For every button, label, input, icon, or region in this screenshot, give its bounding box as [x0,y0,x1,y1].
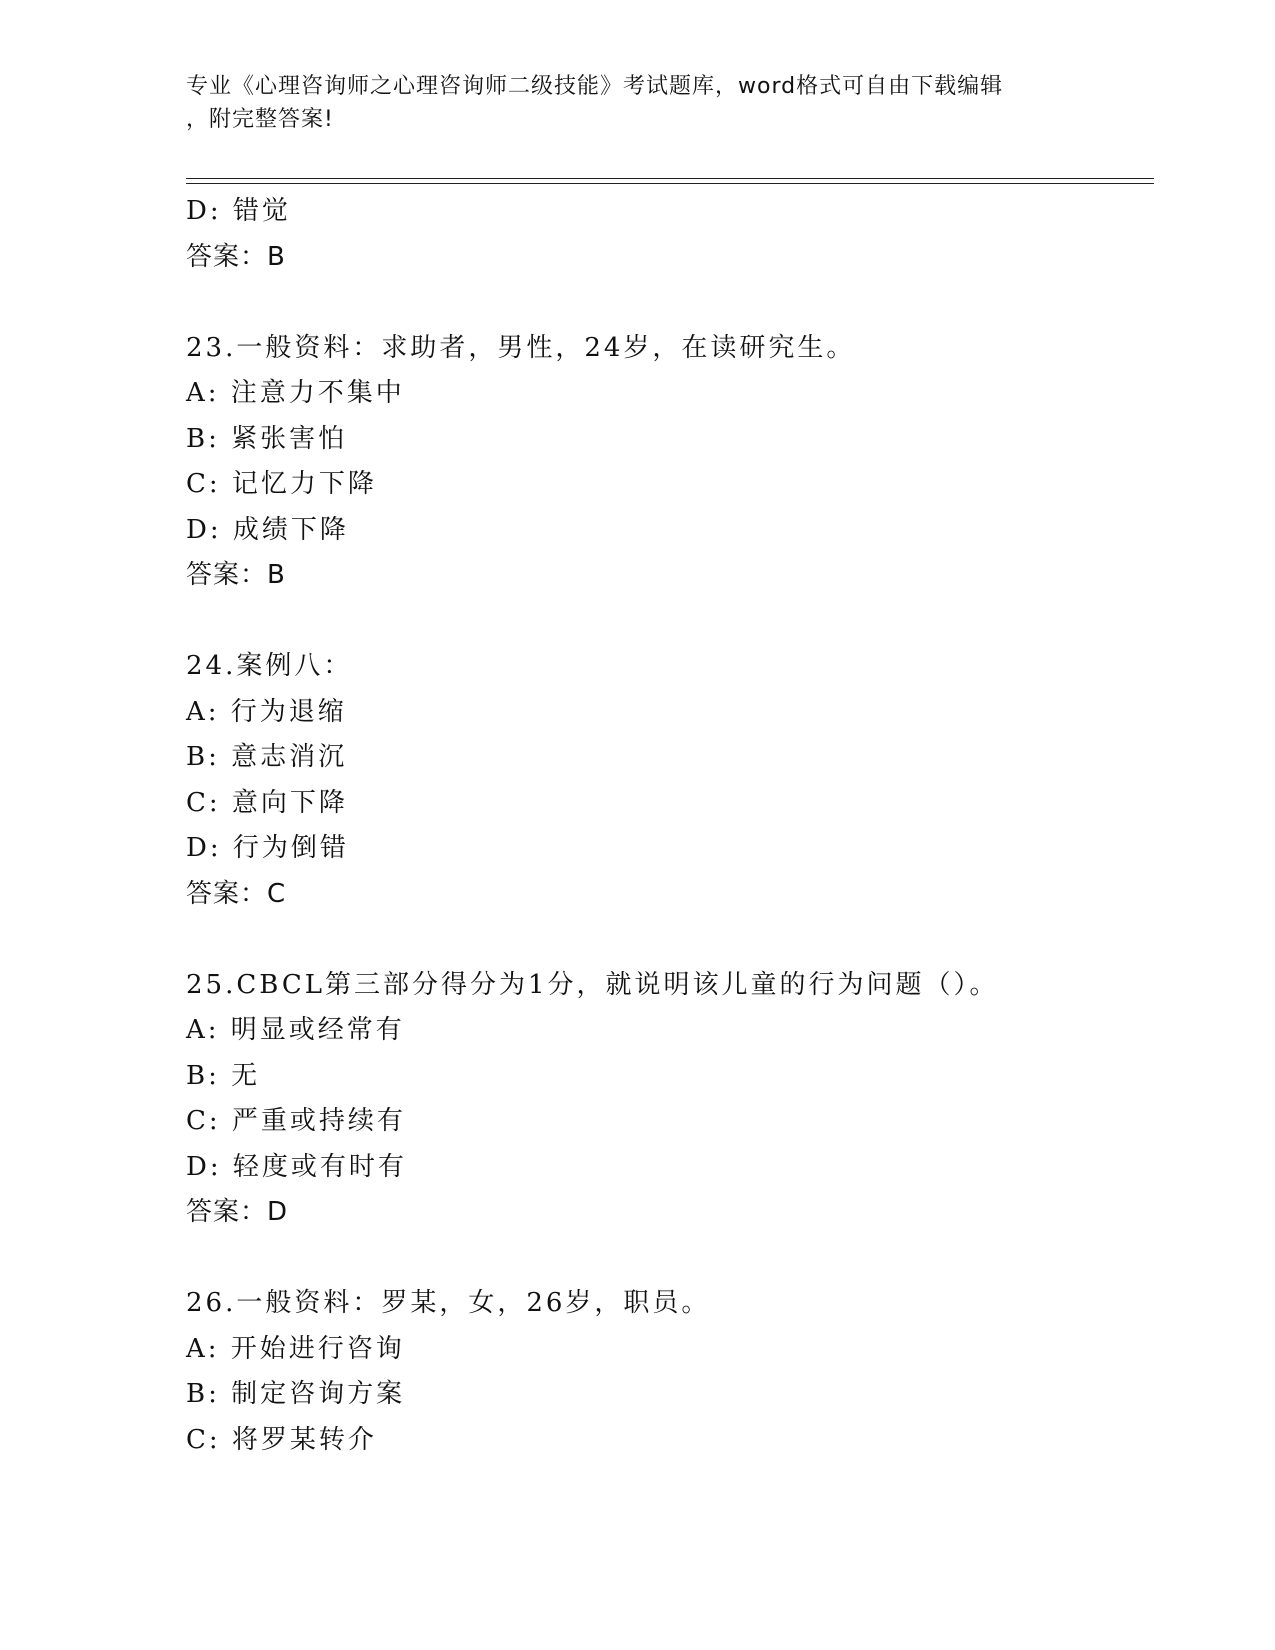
option-c: C: 严重或持续有 [186,1106,406,1136]
option-d: D: 轻度或有时有 [186,1151,407,1182]
question-stem: 23.一般资料：求助者，男性，24岁，在读研究生。 [186,332,856,363]
spacer [186,599,1154,645]
option-b: B: 意志消沉 [186,742,348,772]
option-b: B: 紧张害怕 [186,423,348,454]
document-header [186,70,1086,136]
option-c: C: 将罗某转介 [186,1424,377,1455]
option-a: A: 注意力不集中 [186,378,405,408]
spacer [186,917,1154,963]
question-24 [186,644,1154,917]
header-line-1: 专业《心理咨询师之心理咨询师二级技能》考试题库，word格式可自由下载编辑 [186,74,1004,99]
spacer [186,280,1154,326]
option-d: D: 成绩下降 [186,514,349,545]
question-list [186,189,1154,1463]
answer: 答案：B [186,560,286,590]
option-c: C: 记忆力下降 [186,469,377,499]
option-c: C: 意向下降 [186,787,348,818]
option-d: D: 错觉 [186,196,291,226]
option-b: B: 无 [186,1060,261,1091]
option-b: B: 制定咨询方案 [186,1379,406,1409]
option-a: A: 明显或经常有 [186,1015,405,1045]
answer: 答案：D [186,1197,289,1227]
question-stem: 25.CBCL第三部分得分为1分，就说明该儿童的行为问题（）。 [186,969,999,1000]
header-line-2: ，附完整答案! [186,107,334,132]
question-stem: 26.一般资料：罗某，女，26岁，职员。 [186,1288,711,1318]
header-divider [186,178,1154,184]
option-a: A: 行为退缩 [186,696,347,727]
question-26 [186,1281,1154,1463]
question-23 [186,326,1154,599]
option-d: D: 行为倒错 [186,833,349,863]
spacer [186,1236,1154,1282]
question-stem: 24.案例八： [186,651,353,681]
option-a: A: 开始进行咨询 [186,1333,405,1364]
answer: 答案：C [186,878,287,909]
question-25 [186,963,1154,1236]
answer: 答案：B [186,241,286,272]
